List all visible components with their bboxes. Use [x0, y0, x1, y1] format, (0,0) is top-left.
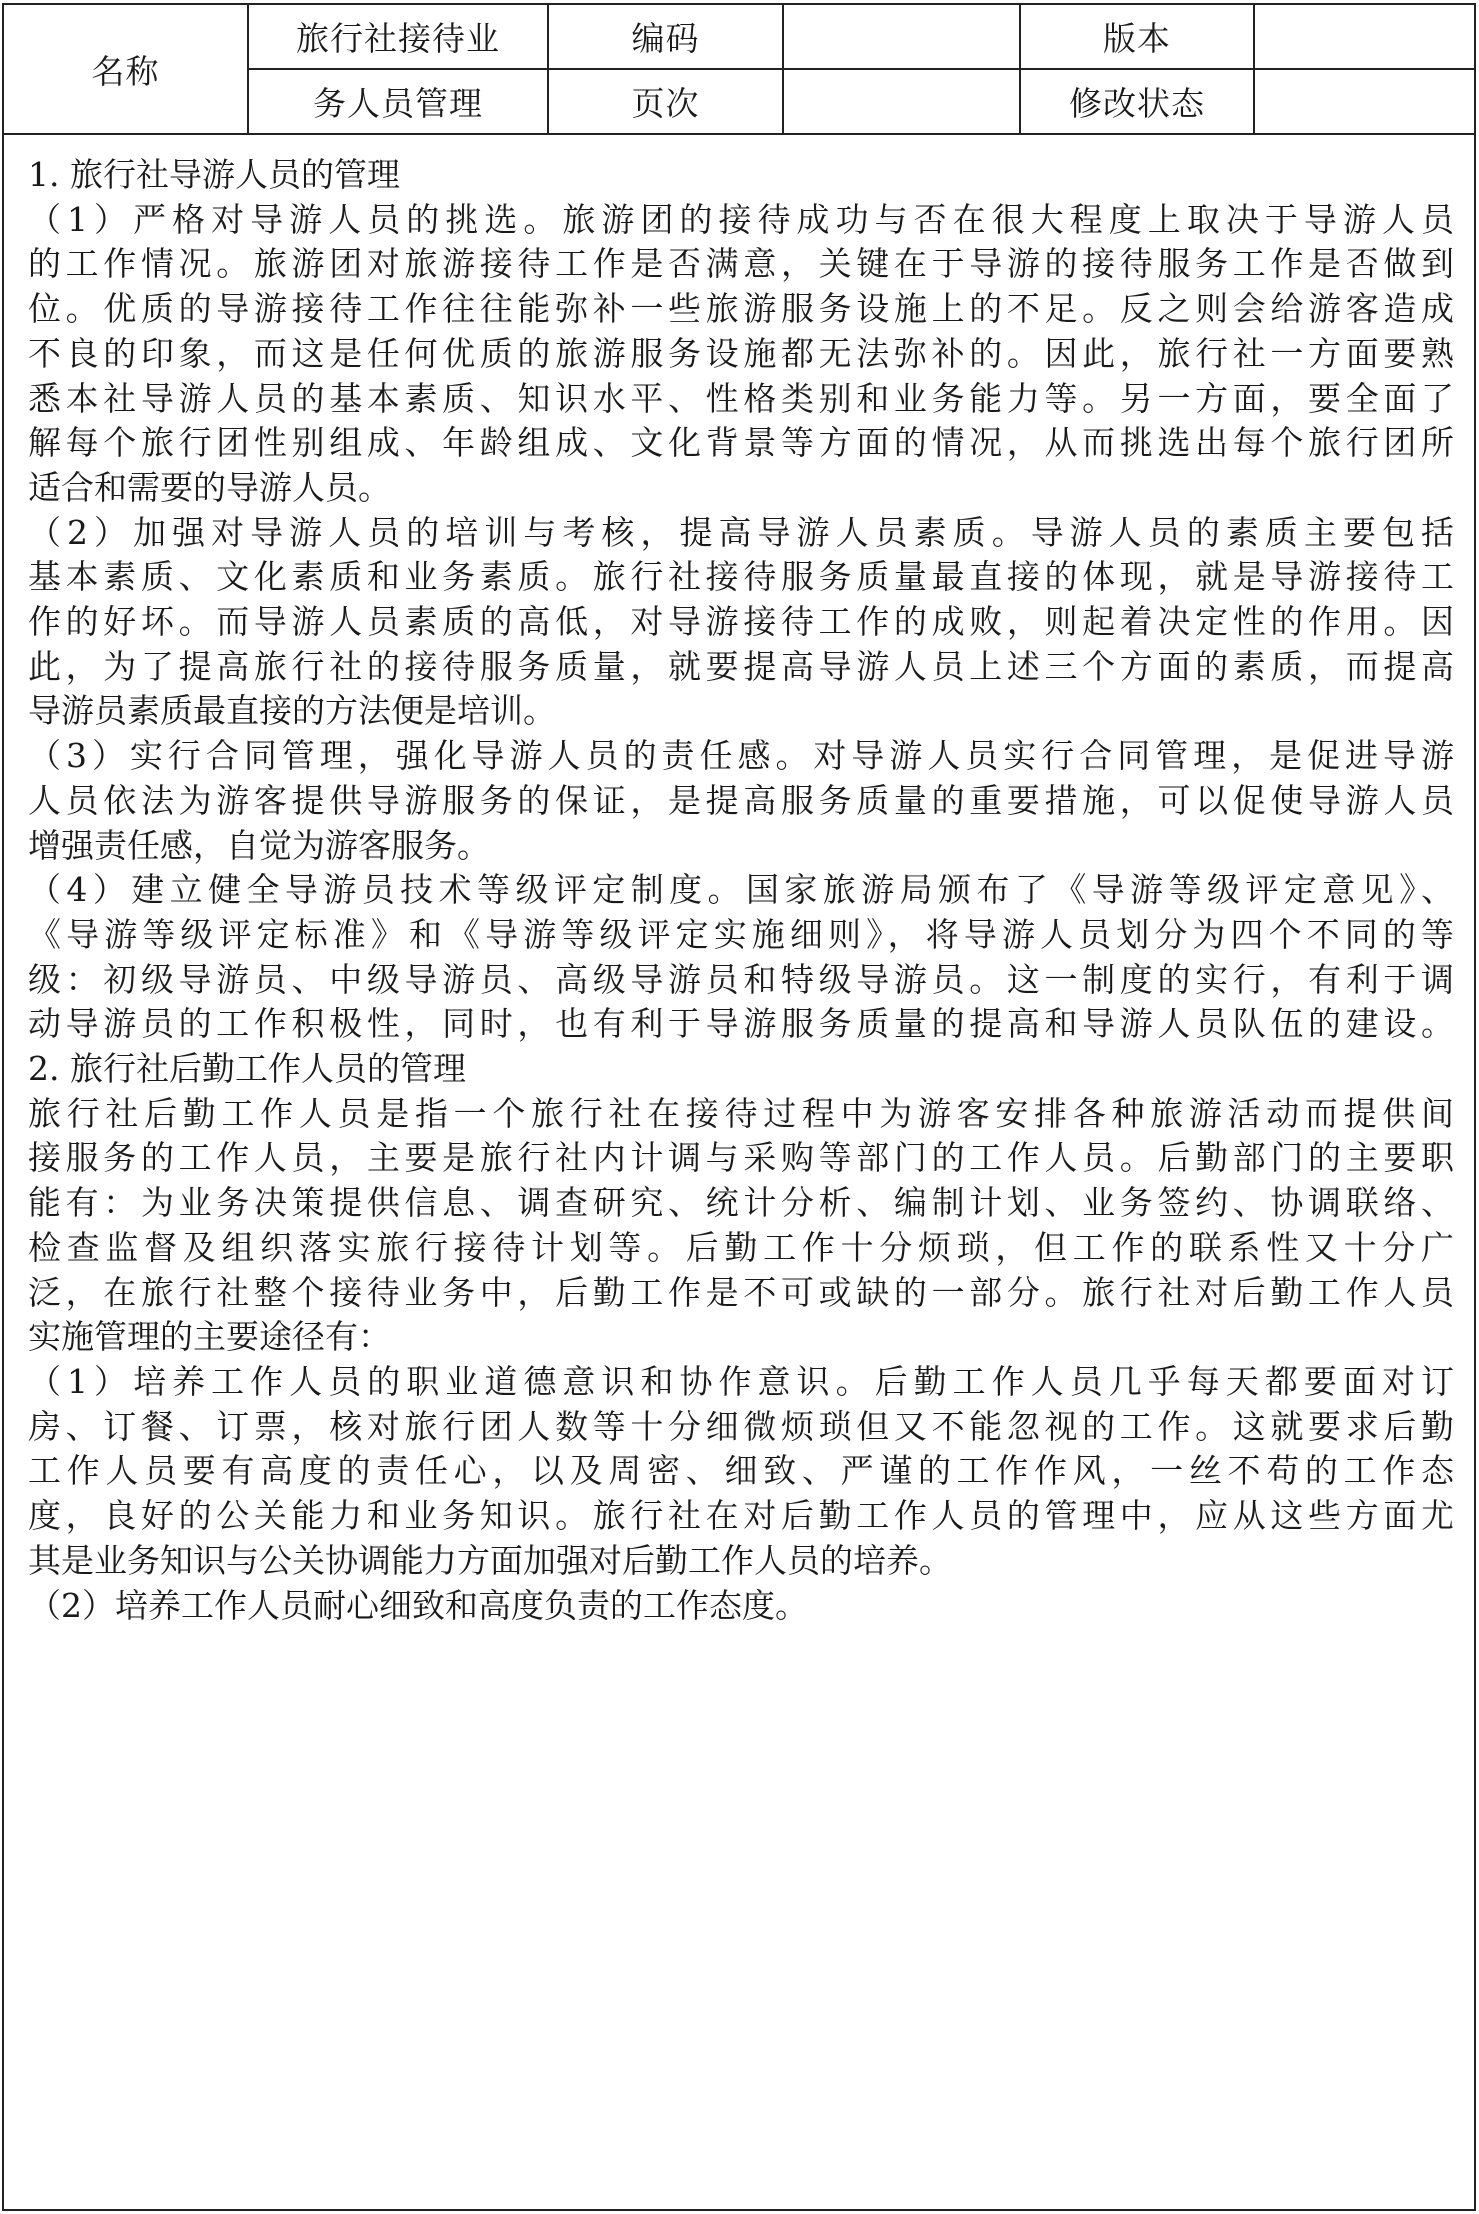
text-line: 解每个旅行团性别组成、年龄组成、文化背景等方面的情况，从而挑选出每个旅行团所 [28, 423, 1454, 463]
section-2-paragraph-1 [28, 1092, 1454, 1360]
text-line: 不良的印象，而这是任何优质的旅游服务设施都无法弥补的。因此，旅行社一方面要熟 [28, 333, 1454, 373]
text-line: （1）培养工作人员的职业道德意识和协作意识。后勤工作人员几乎每天都要面对订 [28, 1361, 1454, 1401]
status-value [1254, 69, 1474, 134]
text-line: （2）培养工作人员耐心细致和高度负责的工作态度。 [28, 1585, 808, 1625]
text-line: （3）实行合同管理，强化导游人员的责任感。对导游人员实行合同管理，是促进导游 [28, 736, 1454, 776]
page-value [783, 69, 1020, 134]
text-line: 人员依法为游客提供导游服务的保证，是提高服务质量的重要措施，可以促使导游人员 [28, 780, 1454, 820]
text-line: （2）加强对导游人员的培训与考核，提高导游人员素质。导游人员的素质主要包括 [28, 512, 1454, 552]
document-frame [2, 3, 1476, 2211]
text-line: 的工作情况。旅游团对旅游接待工作是否满意，关键在于导游的接待服务工作是否做到 [28, 244, 1454, 284]
version-label: 版本 [1020, 5, 1254, 69]
version-value [1254, 5, 1474, 69]
text-line: 能有：为业务决策提供信息、调查研究、统计分析、编制计划、业务签约、协调联络、 [28, 1183, 1454, 1223]
text-line: 增强责任感，自觉为游客服务。 [28, 825, 490, 865]
text-line: 实施管理的主要途径有： [28, 1317, 391, 1357]
text-line: 位。优质的导游接待工作往往能弥补一些旅游服务设施上的不足。反之则会给游客造成 [28, 289, 1454, 329]
section-1-paragraph-1 [28, 198, 1454, 511]
section-1-paragraph-3 [28, 734, 1454, 868]
text-line: 适合和需要的导游人员。 [28, 467, 391, 507]
name-value-line2: 务人员管理 [248, 69, 548, 134]
section-1-paragraph-2 [28, 511, 1454, 735]
text-line: 动导游员的工作积极性，同时，也有利于导游服务质量的提高和导游人员队伍的建设。 [28, 1004, 1454, 1044]
section-2-title: 2. 旅行社后勤工作人员的管理 [28, 1049, 466, 1089]
text-line: 导游员素质最直接的方法便是培训。 [28, 691, 556, 731]
text-line: 接服务的工作人员，主要是旅行社内计调与采购等部门的工作人员。后勤部门的主要职 [28, 1138, 1454, 1178]
text-line: 检查监督及组织落实旅行接待计划等。后勤工作十分烦琐，但工作的联系性又十分广 [28, 1227, 1454, 1267]
text-line: 旅行社后勤工作人员是指一个旅行社在接待过程中为游客安排各种旅游活动而提供间 [28, 1093, 1454, 1133]
text-line: 级：初级导游员、中级导游员、高级导游员和特级导游员。这一制度的实行，有利于调 [28, 959, 1454, 999]
text-line: 作的好坏。而导游人员素质的高低，对导游接待工作的成败，则起着决定性的作用。因 [28, 602, 1454, 642]
text-line: 悉本社导游人员的基本素质、知识水平、性格类别和业务能力等。另一方面，要全面了 [28, 378, 1454, 418]
text-line: 泛，在旅行社整个接待业务中，后勤工作是不可或缺的一部分。旅行社对后勤工作人员 [28, 1272, 1454, 1312]
section-2-paragraph-3 [28, 1584, 1454, 1629]
name-value-line1: 旅行社接待业 [248, 5, 548, 69]
text-line: 房、订餐、订票，核对旅行团人数等十分细微烦琐但又不能忽视的工作。这就要求后勤 [28, 1406, 1454, 1446]
text-line: 工作人员要有高度的责任心，以及周密、细致、严谨的工作作风，一丝不苟的工作态 [28, 1451, 1454, 1491]
name-label: 名称 [4, 5, 248, 134]
text-line: （1）严格对导游人员的挑选。旅游团的接待成功与否在很大程度上取决于导游人员 [28, 199, 1454, 239]
section-2-paragraph-2 [28, 1360, 1454, 1584]
code-label: 编码 [548, 5, 783, 69]
status-label: 修改状态 [1020, 69, 1254, 134]
document-body [28, 153, 1454, 1628]
text-line: （4）建立健全导游员技术等级评定制度。国家旅游局颁布了《导游等级评定意见》、 [28, 870, 1454, 910]
text-line: 度，良好的公关能力和业务知识。旅行社在对后勤工作人员的管理中，应从这些方面尤 [28, 1496, 1454, 1536]
text-line: 《导游等级评定标准》和《导游等级评定实施细则》，将导游人员划分为四个不同的等 [28, 914, 1454, 954]
text-line: 此，为了提高旅行社的接待服务质量，就要提高导游人员上述三个方面的素质，而提高 [28, 646, 1454, 686]
header-table [4, 5, 1474, 135]
page-label: 页次 [548, 69, 783, 134]
text-line: 其是业务知识与公关协调能力方面加强对后勤工作人员的培养。 [28, 1540, 952, 1580]
code-value [783, 5, 1020, 69]
text-line: 基本素质、文化素质和业务素质。旅行社接待服务质量最直接的体现，就是导游接待工 [28, 557, 1454, 597]
section-1-paragraph-4 [28, 868, 1454, 1047]
section-1-title: 1. 旅行社导游人员的管理 [28, 155, 400, 194]
